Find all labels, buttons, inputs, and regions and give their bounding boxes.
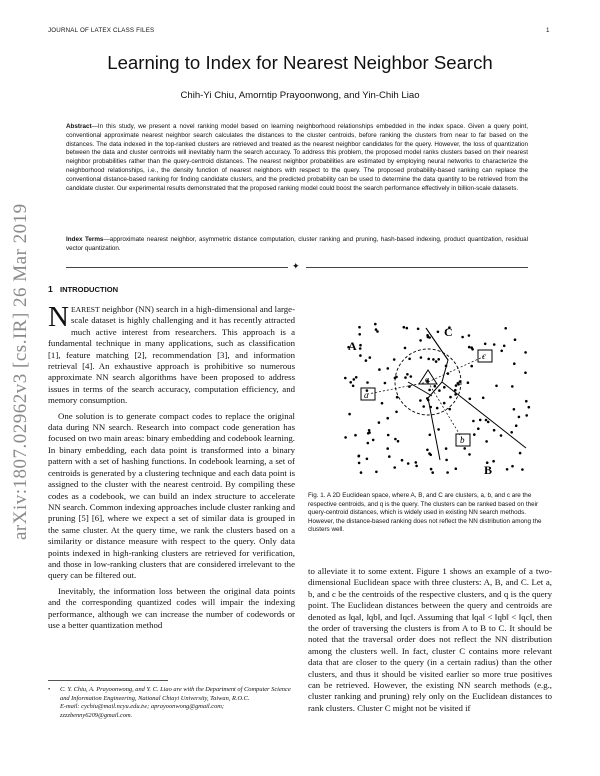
- data-point: [403, 326, 406, 329]
- data-point: [408, 358, 411, 361]
- data-point: [429, 434, 432, 437]
- data-point: [431, 471, 434, 474]
- data-point: [519, 452, 522, 455]
- data-point: [387, 434, 390, 437]
- data-point: [438, 389, 441, 392]
- data-point: [513, 362, 516, 365]
- data-point: [524, 351, 527, 354]
- page-title: Learning to Index for Nearest Neighbor Search: [107, 52, 493, 73]
- author-list: Chih-Yi Chiu, Amorntip Prayoonwong, and Yin-Chih Liao: [180, 90, 420, 101]
- data-point: [378, 421, 381, 424]
- data-point: [428, 389, 431, 392]
- data-point: [357, 455, 360, 458]
- data-point: [366, 381, 369, 384]
- data-point: [352, 385, 355, 388]
- data-point: [463, 447, 466, 450]
- data-point: [511, 385, 514, 388]
- figure-1-diagram: [308, 298, 552, 488]
- data-point: [495, 385, 498, 388]
- data-point: [408, 385, 411, 388]
- data-point: [384, 382, 387, 385]
- first-word-smallcaps: EAREST: [70, 305, 100, 314]
- data-point: [484, 343, 487, 346]
- data-point: [470, 365, 473, 368]
- centroid-label-a: a: [364, 390, 369, 400]
- data-point: [427, 358, 430, 361]
- data-point: [407, 462, 410, 465]
- paragraph-col2: to alleviate it to some extent. Figure 1 shows an example of a two-dimensional Euclidean space with three clusters: A, B, and C. Let a, b, and c be the centroids of the respective clusters, and q is the query point. The Euclidean distances between the query and centroids are denoted as ‖qa‖, ‖qb‖, and ‖qc‖. Assuming that ‖qa‖ < ‖qb‖ < ‖qc‖, then the order of traversing the clusters is from A to B to C. It should be noted that the traversal order does not reflect the NN distribution among the clusters well. In fact, cluster C contains more relevant data that are closer to the query (in a certain radius) than the other clusters, and thus it should be visited earlier so more true positives can be retrieved. However, the existing NN search methods (e.g., cluster ranking and pruning) rely only on the Euclidean distances to rank clusters. Cluster C might not be visited if: [308, 566, 552, 713]
- data-point: [454, 389, 457, 392]
- data-point: [429, 406, 432, 409]
- data-point: [467, 381, 470, 384]
- data-point: [461, 336, 464, 339]
- data-point: [430, 468, 433, 471]
- data-point: [503, 345, 506, 348]
- data-point: [504, 327, 507, 330]
- data-point: [443, 402, 446, 405]
- data-point: [353, 378, 356, 381]
- data-point: [388, 455, 391, 458]
- data-point: [448, 408, 451, 411]
- data-point: [369, 356, 372, 359]
- body-column-left: [48, 301, 295, 631]
- data-point: [457, 382, 460, 385]
- data-point: [432, 358, 435, 361]
- data-point: [355, 376, 358, 379]
- boundary-line-bottom-right: [442, 382, 526, 448]
- data-point: [366, 458, 369, 461]
- data-point: [426, 449, 429, 452]
- data-point: [358, 326, 361, 329]
- data-point: [511, 465, 514, 468]
- data-point: [515, 424, 518, 427]
- data-point: [374, 323, 377, 326]
- separator-star-icon: ✦: [292, 262, 300, 272]
- data-point: [445, 459, 448, 462]
- data-point: [510, 431, 513, 434]
- data-point: [518, 416, 521, 419]
- data-point: [493, 429, 496, 432]
- data-point: [449, 396, 452, 399]
- footnote-rule: [48, 680, 168, 681]
- data-point: [415, 461, 418, 464]
- drop-cap: N: [48, 301, 69, 333]
- data-point: [479, 419, 482, 422]
- section-title: INTRODUCTION: [59, 285, 119, 294]
- arxiv-stamp: arXiv:1807.02962v3 [cs.IR] 26 Mar 2019: [10, 203, 31, 540]
- data-point: [396, 396, 399, 399]
- data-point: [354, 434, 357, 437]
- footnote-bullet: •: [48, 686, 51, 693]
- data-point: [359, 347, 362, 350]
- data-point: [406, 373, 409, 376]
- data-point: [344, 377, 347, 380]
- data-point: [417, 328, 420, 331]
- data-point: [513, 408, 516, 411]
- data-point: [468, 346, 471, 349]
- data-point: [436, 407, 439, 410]
- data-point: [406, 327, 409, 330]
- data-point: [468, 334, 471, 337]
- index-terms-label: Index Terms: [66, 236, 104, 243]
- distance-q-to-b: [428, 382, 463, 440]
- data-point: [445, 447, 448, 450]
- data-point: [375, 471, 378, 474]
- data-point: [349, 381, 352, 384]
- data-point: [485, 419, 488, 422]
- cluster-label-A: A: [348, 339, 357, 353]
- data-point: [401, 459, 404, 462]
- data-point: [387, 367, 390, 370]
- abstract: [66, 123, 528, 193]
- distance-q-to-c: [428, 356, 485, 382]
- data-point: [437, 428, 440, 431]
- data-point: [393, 466, 396, 469]
- data-point: [469, 398, 472, 401]
- data-point: [428, 452, 431, 455]
- data-point: [359, 344, 362, 347]
- data-point: [386, 417, 389, 420]
- data-point: [419, 339, 422, 342]
- section-separator: [66, 262, 528, 272]
- separator-line-left: [66, 267, 288, 268]
- data-point: [492, 460, 495, 463]
- data-point: [525, 414, 528, 417]
- data-point: [404, 347, 407, 350]
- data-point: [468, 453, 471, 456]
- data-point: [500, 350, 503, 353]
- abstract-label: Abstract: [66, 123, 92, 130]
- data-point: [365, 359, 368, 362]
- index-terms-text: —approximate nearest neighbor, asymmetric distance computation, cluster ranking and pruning, hash-based indexing, product quantization, residual vector quantization.: [66, 236, 528, 252]
- data-point: [454, 393, 457, 396]
- data-point: [471, 348, 474, 351]
- data-point: [487, 421, 490, 424]
- data-point: [415, 465, 418, 468]
- data-point: [381, 402, 384, 405]
- data-point: [378, 368, 381, 371]
- cluster-label-B: B: [484, 463, 493, 477]
- paragraph-2: One solution is to generate compact codes to replace the original data during NN search. Research into compact code generation has focused on two main areas: binary embedding and codebook learning. In binary embedding, each data point is transformed into a binary pattern with a set of hashing functions. In codebook learning, a set of centroids is generated by a clustering technique and each data point is assigned to the cluster with the nearest centroid. By compiling these codes as a codebook, we can build an index structure to accelerate NN search. Common indexing approaches include cluster ranking and pruning [5] [6], where we expect a set of similar data is grouped in the same cluster. At the query time, we rank the clusters based on a similarity or distance measure with respect to the query. Only data points indexed in high-ranking clusters are retrieved for verification, and those in low-ranking clusters that are considered irrelevant to the query can be filtered out.: [48, 410, 295, 581]
- data-point: [410, 375, 413, 378]
- data-point: [482, 397, 485, 400]
- data-point: [446, 471, 449, 474]
- data-point: [397, 440, 400, 443]
- footnote-affiliation: C. Y. Chiu, A. Prayoonwong, and Y. C. Liao are with the Department of Computer Science and Information Engineering, National Chiayi University, Taiwan, R.O.C.: [60, 686, 291, 702]
- data-point: [344, 436, 347, 439]
- data-point: [372, 439, 375, 442]
- data-point: [404, 376, 407, 379]
- data-point: [500, 434, 503, 437]
- data-point: [459, 380, 462, 383]
- data-point: [455, 384, 458, 387]
- body-column-right: [308, 566, 552, 714]
- data-point: [422, 405, 425, 408]
- data-point: [358, 333, 361, 336]
- data-point: [447, 372, 450, 375]
- data-point: [367, 442, 370, 445]
- data-point: [426, 397, 429, 400]
- data-point: [393, 358, 396, 361]
- data-point: [455, 467, 458, 470]
- data-point: [427, 336, 430, 339]
- data-point: [359, 354, 362, 357]
- data-point: [524, 371, 527, 374]
- data-point: [473, 433, 476, 436]
- data-point: [506, 468, 509, 471]
- page-number: 1: [546, 27, 550, 34]
- data-point: [420, 356, 423, 359]
- data-point: [360, 471, 363, 474]
- cluster-label-C: C: [444, 325, 453, 339]
- centroid-label-b: b: [460, 435, 465, 445]
- paragraph-1-text: neighbor (NN) search in a high-dimensional and large-scale dataset is highly challenging and it has recently attracted much active interest from researchers. This approach is a fundamental technique in many applications, such as classification [1], feature matching [2], recommendation [3], and information retrieval [4]. An exhaustive approach is prohibitive so numerous approximate NN search algorithms have been proposed to address issues in terms of the search accuracy, computation efficiency, and memory consumption.: [48, 304, 295, 406]
- data-point: [358, 462, 361, 465]
- footnote-email: E-mail: cychiu@mail.ncyu.edu.tw; aprayoonwong@gmail.com; zzzzbenny6209@gmail.com.: [60, 703, 225, 719]
- section-number: 1: [48, 284, 53, 294]
- data-point: [528, 406, 531, 409]
- paragraph-3: Inevitably, the information loss between the original data points and the corresponding quantized codes will impair the indexing performance, although we can increase the number of codewords or use a better quantization method: [48, 585, 295, 630]
- data-point: [419, 399, 422, 402]
- footnote: [48, 686, 295, 720]
- data-point: [395, 411, 398, 414]
- data-point: [485, 440, 488, 443]
- data-point: [437, 358, 440, 361]
- query-label-q: q: [425, 375, 429, 384]
- data-point: [386, 447, 389, 450]
- data-point: [375, 328, 378, 331]
- data-point: [521, 468, 524, 471]
- data-point: [445, 365, 448, 368]
- data-point: [525, 400, 528, 403]
- paragraph-1: [48, 301, 295, 407]
- centroid-label-c: c: [482, 351, 486, 361]
- data-point: [437, 331, 440, 334]
- abstract-text: —In this study, we present a novel ranking model based on learning neighborhood relationships embedded in the index space. Given a query point, conventional approximate nearest neighbor search calculates the distances to the cluster centroids, before ranking the clusters from near to far based on the distances. The data indexed in the top-ranked clusters are retrieved and treated as the nearest neighbor candidates for the query. However, the loss of quantization between the data and cluster centroids will inevitably harm the search accuracy. To address this problem, the proposed model ranks clusters based on their nearest neighbor probabilities rather than the query-centroid distances. The nearest neighbor probabilities are estimated by employing neural networks to characterize the neighborhood relationships, i.e., the density function of nearest neighbors with respect to the query. The proposed probability-based ranking can replace the conventional distance-based ranking for finding candidate clusters, and the predicted probability can be used to determine the data quantity to be retrieved from the candidate cluster. Our experimental results demonstrated that the proposed ranking model could boost the search performance effectively in billion-scale datasets.: [66, 123, 528, 192]
- data-point: [368, 431, 371, 434]
- index-terms: [66, 236, 528, 254]
- data-point: [472, 420, 475, 423]
- data-point: [395, 376, 398, 379]
- data-point: [435, 360, 438, 363]
- data-point: [348, 413, 351, 416]
- data-point: [434, 385, 437, 388]
- data-point: [368, 429, 371, 432]
- data-point: [493, 343, 496, 346]
- journal-header: JOURNAL OF LATEX CLASS FILES: [48, 27, 155, 34]
- separator-line-right: [306, 267, 528, 268]
- section-heading: [48, 284, 118, 294]
- data-point: [514, 338, 517, 341]
- data-point: [394, 438, 397, 441]
- data-point: [443, 386, 446, 389]
- figure-1-caption: Fig. 1. A 2D Euclidean space, where A, B, and C are clusters, a, b, and c are the respective centroids, and q is the query. The clusters can be ranked based on their query-centroid distances, which is widely used in existing NN search methods. However, the distance-based ranking does not reflect the NN distribution among the clusters well.: [308, 492, 542, 534]
- data-point: [477, 427, 480, 430]
